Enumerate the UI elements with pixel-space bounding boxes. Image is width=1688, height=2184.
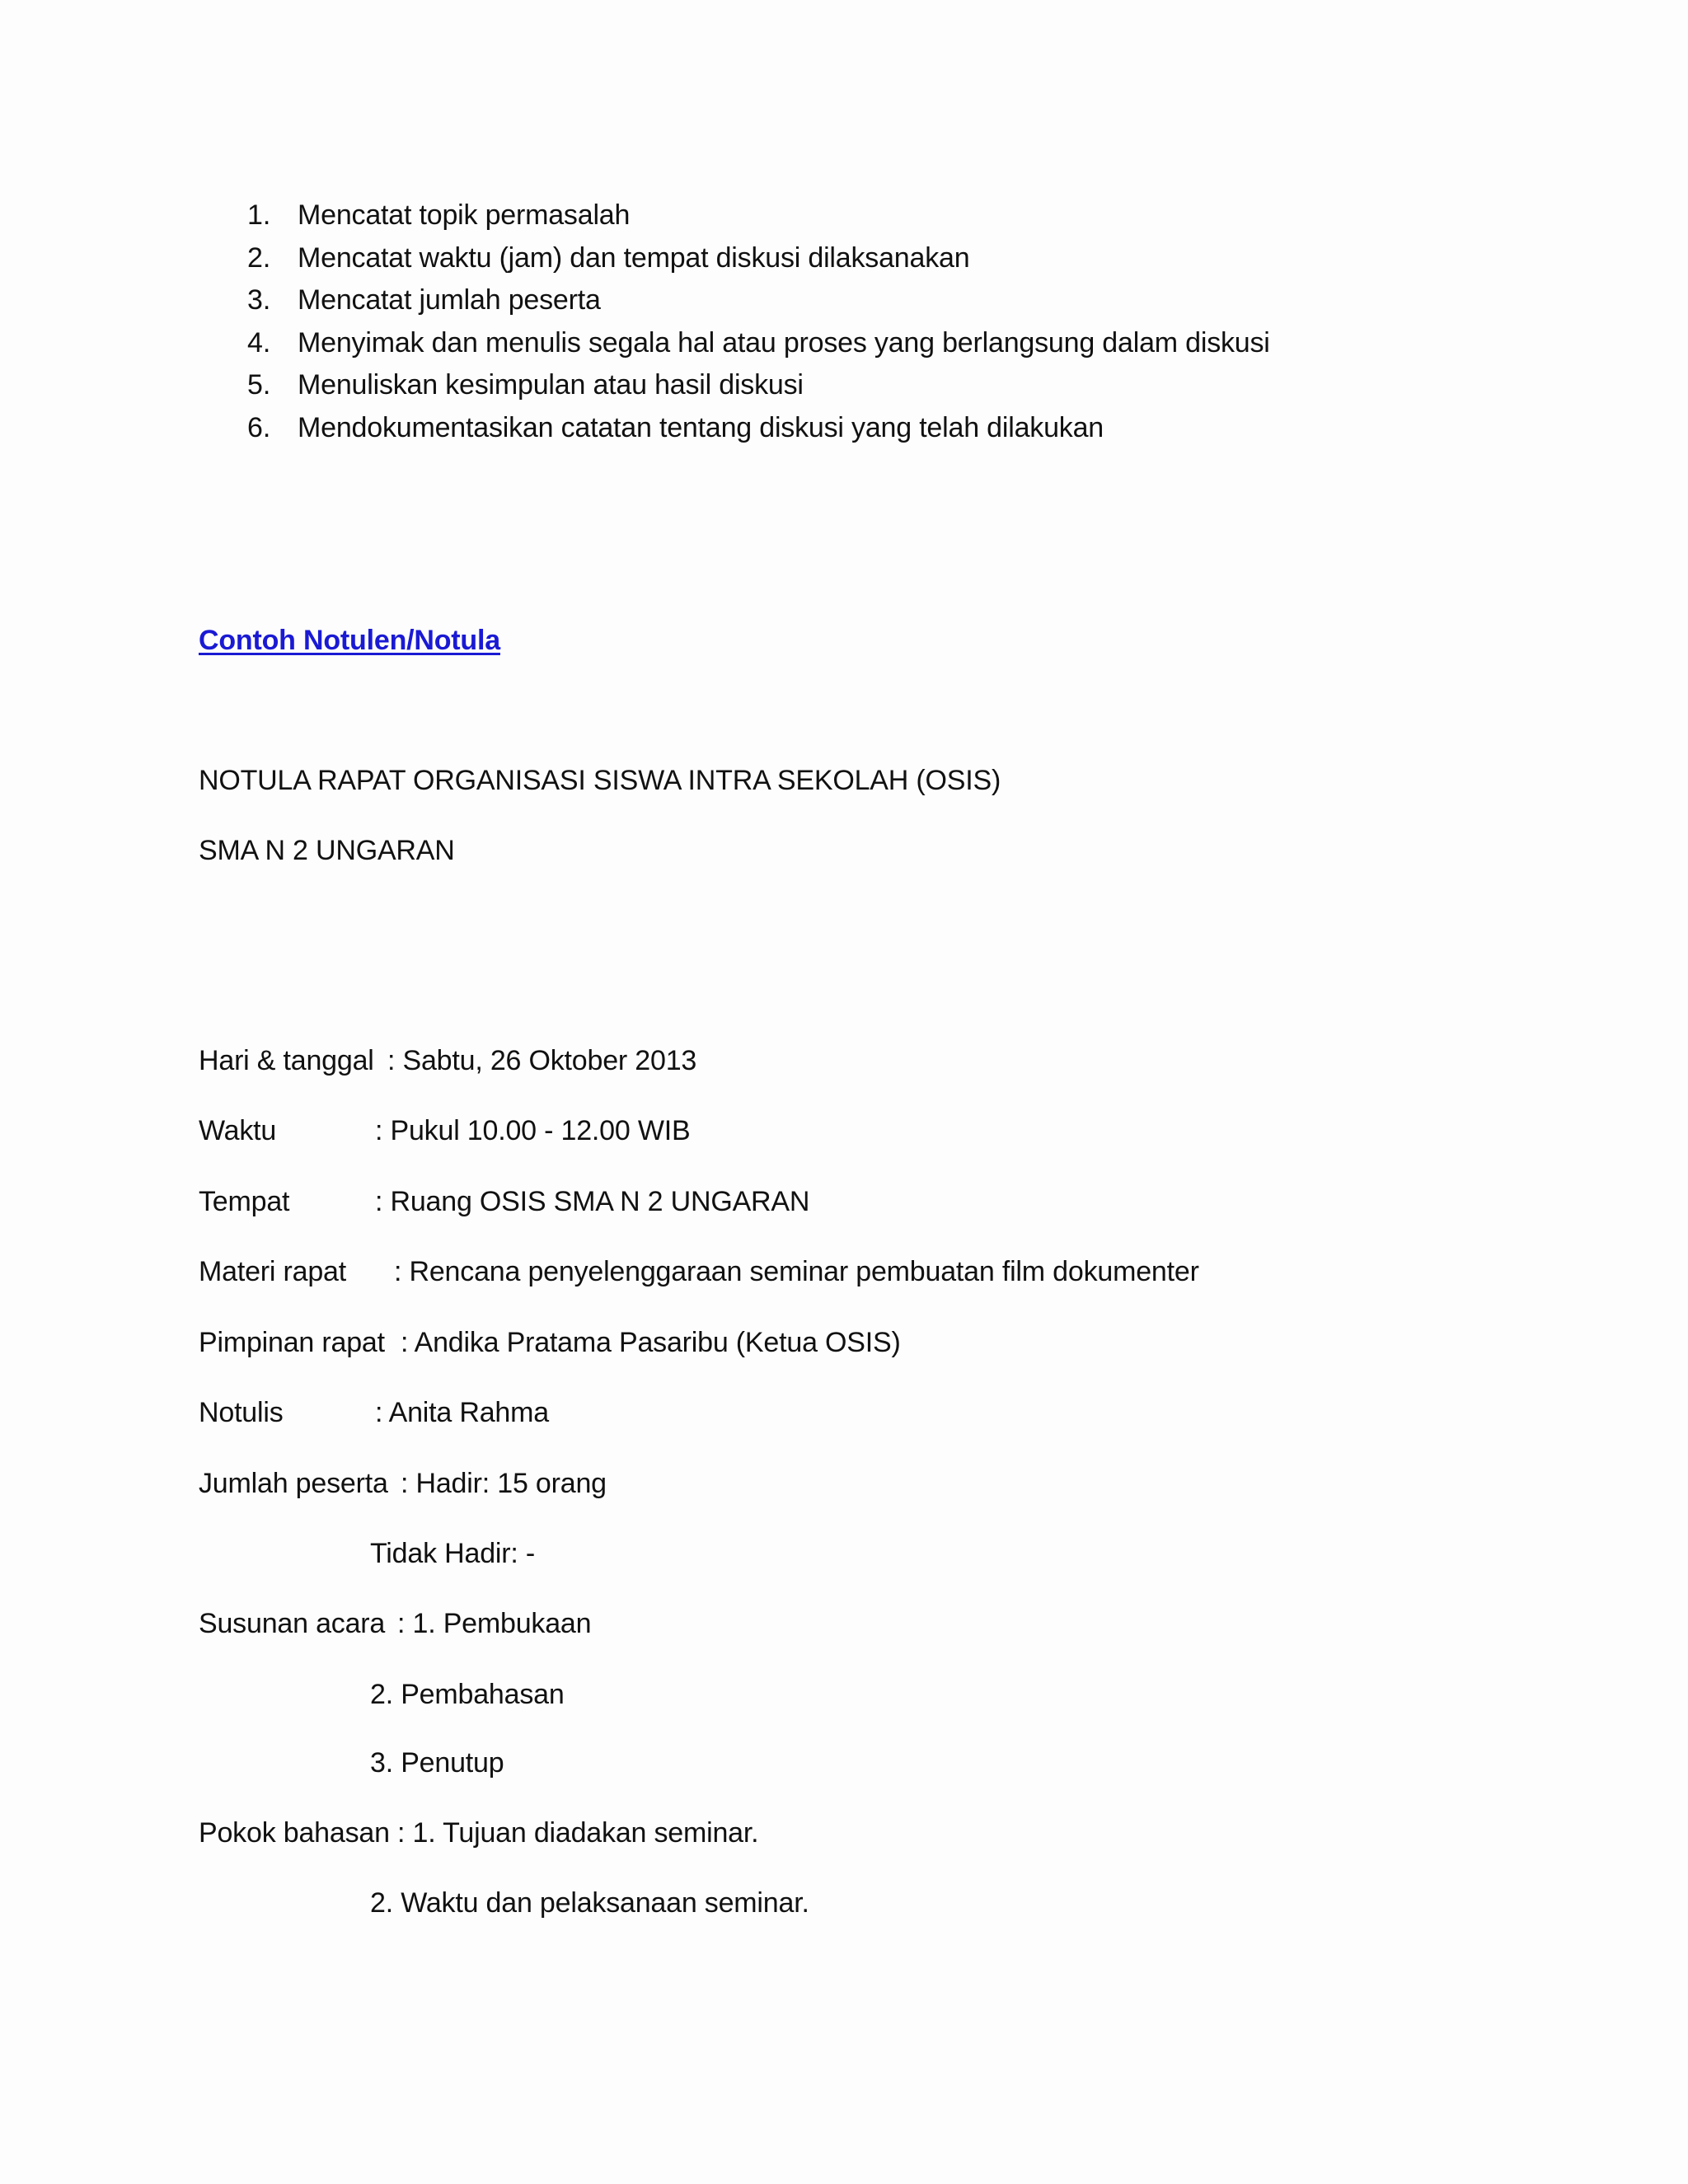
tidak-hadir-value: Tidak Hadir: - — [370, 1538, 535, 1569]
list-item: Menyimak dan menulis segala hal atau proses yang berlangsung dalam diskusi — [298, 327, 1270, 359]
hari-value: : Sabtu, 26 Oktober 2013 — [387, 1045, 697, 1076]
pokok-item: 2. Waktu dan pelaksanaan seminar. — [370, 1887, 809, 1919]
list-item-number: 3. — [247, 284, 271, 316]
materi-value: : Rencana penyelenggaraan seminar pembuatan film dokumenter — [394, 1256, 1199, 1287]
list-item-number: 1. — [247, 199, 271, 231]
list-item-number: 6. — [247, 412, 271, 443]
list-item: Mencatat waktu (jam) dan tempat diskusi dilaksanakan — [298, 242, 970, 274]
list-item-number: 2. — [247, 242, 271, 274]
pimpinan-label: Pimpinan rapat — [199, 1327, 385, 1358]
notulis-value: : Anita Rahma — [375, 1397, 549, 1428]
list-item: Mencatat topik permasalah — [298, 199, 631, 231]
waktu-value: : Pukul 10.00 - 12.00 WIB — [375, 1115, 691, 1146]
susunan-label: Susunan acara — [199, 1608, 386, 1639]
example-notula-link[interactable]: Contoh Notulen/Notula — [199, 625, 500, 656]
list-item: Mendokumentasikan catatan tentang diskusi yang telah dilakukan — [298, 412, 1104, 443]
jumlah-value: : Hadir: 15 orang — [401, 1468, 607, 1499]
pokok-item: : 1. Tujuan diadakan seminar. — [397, 1817, 759, 1849]
list-item: Mencatat jumlah peserta — [298, 284, 601, 316]
jumlah-label: Jumlah peserta — [199, 1468, 388, 1499]
hari-label: Hari & tanggal — [199, 1045, 374, 1076]
tempat-label: Tempat — [199, 1186, 290, 1217]
notulis-label: Notulis — [199, 1397, 284, 1428]
list-item-number: 5. — [247, 369, 271, 401]
materi-label: Materi rapat — [199, 1256, 347, 1287]
list-item: Menuliskan kesimpulan atau hasil diskusi — [298, 369, 804, 401]
school-name: SMA N 2 UNGARAN — [199, 835, 455, 866]
waktu-label: Waktu — [199, 1115, 277, 1146]
pokok-label: Pokok bahasan — [199, 1817, 390, 1849]
susunan-item: 2. Pembahasan — [370, 1679, 565, 1710]
pimpinan-value: : Andika Pratama Pasaribu (Ketua OSIS) — [401, 1327, 901, 1358]
list-item-number: 4. — [247, 327, 271, 359]
tempat-value: : Ruang OSIS SMA N 2 UNGARAN — [375, 1186, 810, 1217]
notula-title: NOTULA RAPAT ORGANISASI SISWA INTRA SEKOLAH (OSIS) — [199, 765, 1001, 796]
susunan-item: : 1. Pembukaan — [397, 1608, 592, 1639]
susunan-item: 3. Penutup — [370, 1747, 504, 1779]
